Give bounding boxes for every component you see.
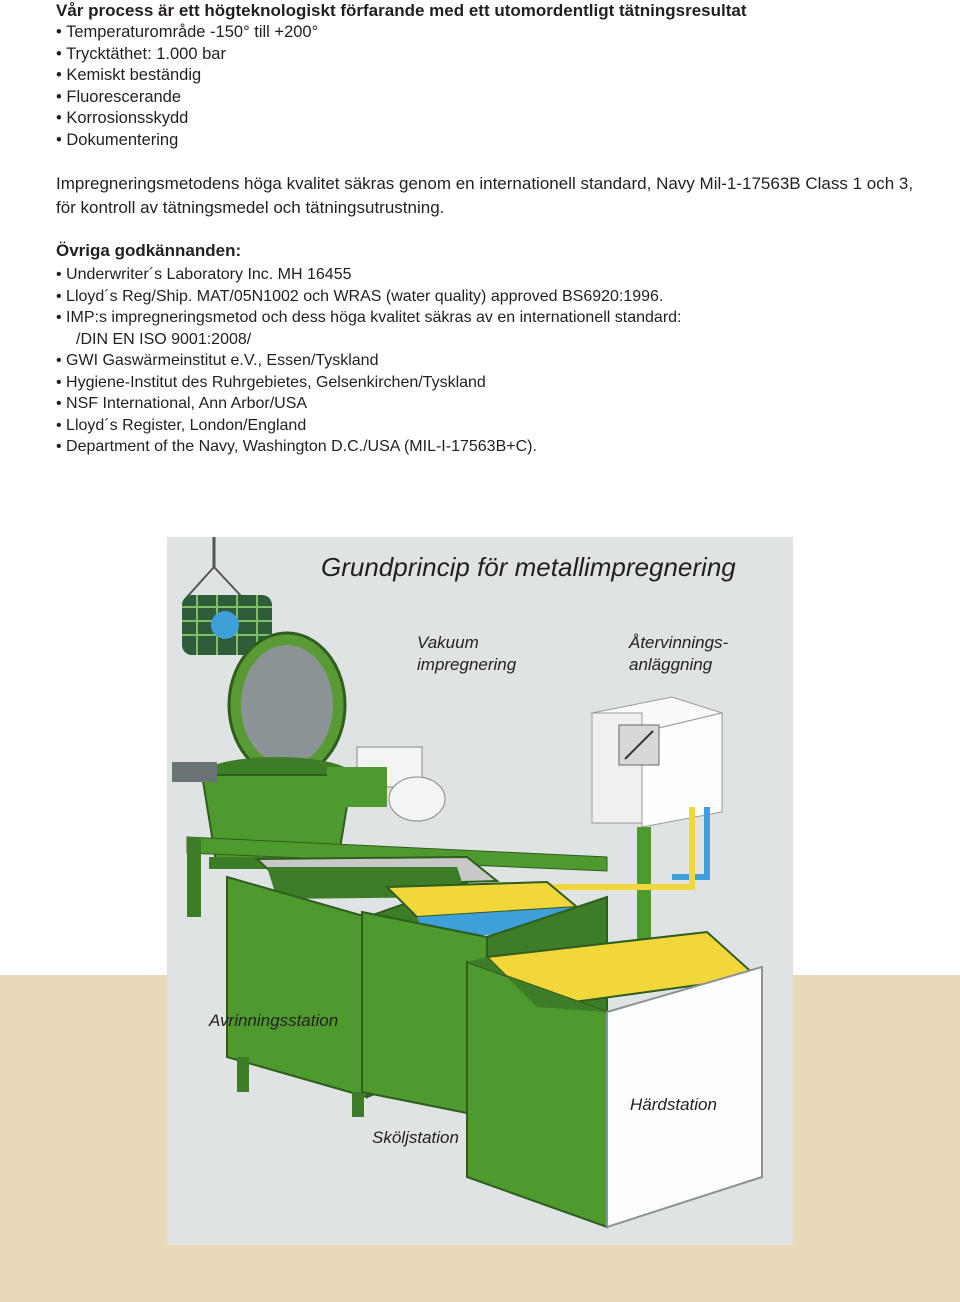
feature-item: • Temperaturområde -150° till +200° — [56, 22, 318, 44]
cure-tank — [467, 932, 762, 1227]
approval-item: • Lloyd´s Reg/Ship. MAT/05N1002 och WRAS (water quality) approved BS6920:1996. — [56, 287, 664, 305]
approval-item: • IMP:s impregneringsmetod och dess höga kvalitet säkras av en internationell standard: — [56, 309, 682, 326]
approval-item: • Hygiene-Institut des Ruhrgebietes, Gelsenkirchen/Tyskland — [56, 373, 486, 391]
feature-list — [56, 22, 318, 151]
label-vacuum-line2: impregnering — [417, 655, 517, 674]
vessel-lid — [229, 633, 345, 777]
approval-item: • Lloyd´s Register, London/England — [56, 416, 307, 434]
standard-paragraph: Impregneringsmetodens höga kvalitet säkras genom en internationell standard, Navy Mil-1-17563B Class 1 och 3, för kontroll av tätningsmedel och tätningsutrustning. — [56, 174, 914, 217]
approval-item: • Underwriter´s Laboratory Inc. MH 16455 — [56, 266, 352, 283]
label-vacuum-line1: Vakuum — [417, 633, 479, 652]
headline: Vår process är ett högteknologiskt förfarande med ett utomordentligt tätningsresultat — [56, 1, 747, 20]
label-recovery-line2: anläggning — [629, 655, 713, 674]
label-recovery-line1: Återvinnings- — [629, 633, 729, 652]
figure-title: Grundprincip för metallimpregnering — [321, 552, 736, 582]
feature-item: • Dokumentering — [56, 130, 318, 152]
process-figure — [167, 537, 793, 1245]
approval-item: • GWI Gaswärmeinstitut e.V., Essen/Tyskland — [56, 352, 379, 369]
feature-item: • Fluorescerande — [56, 87, 318, 109]
label-recovery — [629, 632, 728, 676]
basket-icon — [182, 537, 272, 655]
approval-item-continuation: /DIN EN ISO 9001:2008/ — [76, 330, 252, 348]
feature-item: • Korrosionsskydd — [56, 108, 318, 130]
approval-item: • Department of the Navy, Washington D.C./USA (MIL-I-17563B+C). — [56, 438, 537, 455]
approval-item: • NSF International, Ann Arbor/USA — [56, 395, 308, 412]
label-cure: Härdstation — [630, 1095, 717, 1114]
feature-item: • Trycktäthet: 1.000 bar — [56, 44, 318, 66]
feature-item: • Kemiskt beständig — [56, 65, 318, 87]
approvals-heading: Övriga godkännanden: — [56, 241, 242, 260]
label-drain: Avrinningsstation — [209, 1011, 339, 1030]
label-vacuum — [417, 632, 516, 676]
label-rinse: Sköljstation — [372, 1128, 459, 1147]
approvals-list — [56, 264, 681, 458]
